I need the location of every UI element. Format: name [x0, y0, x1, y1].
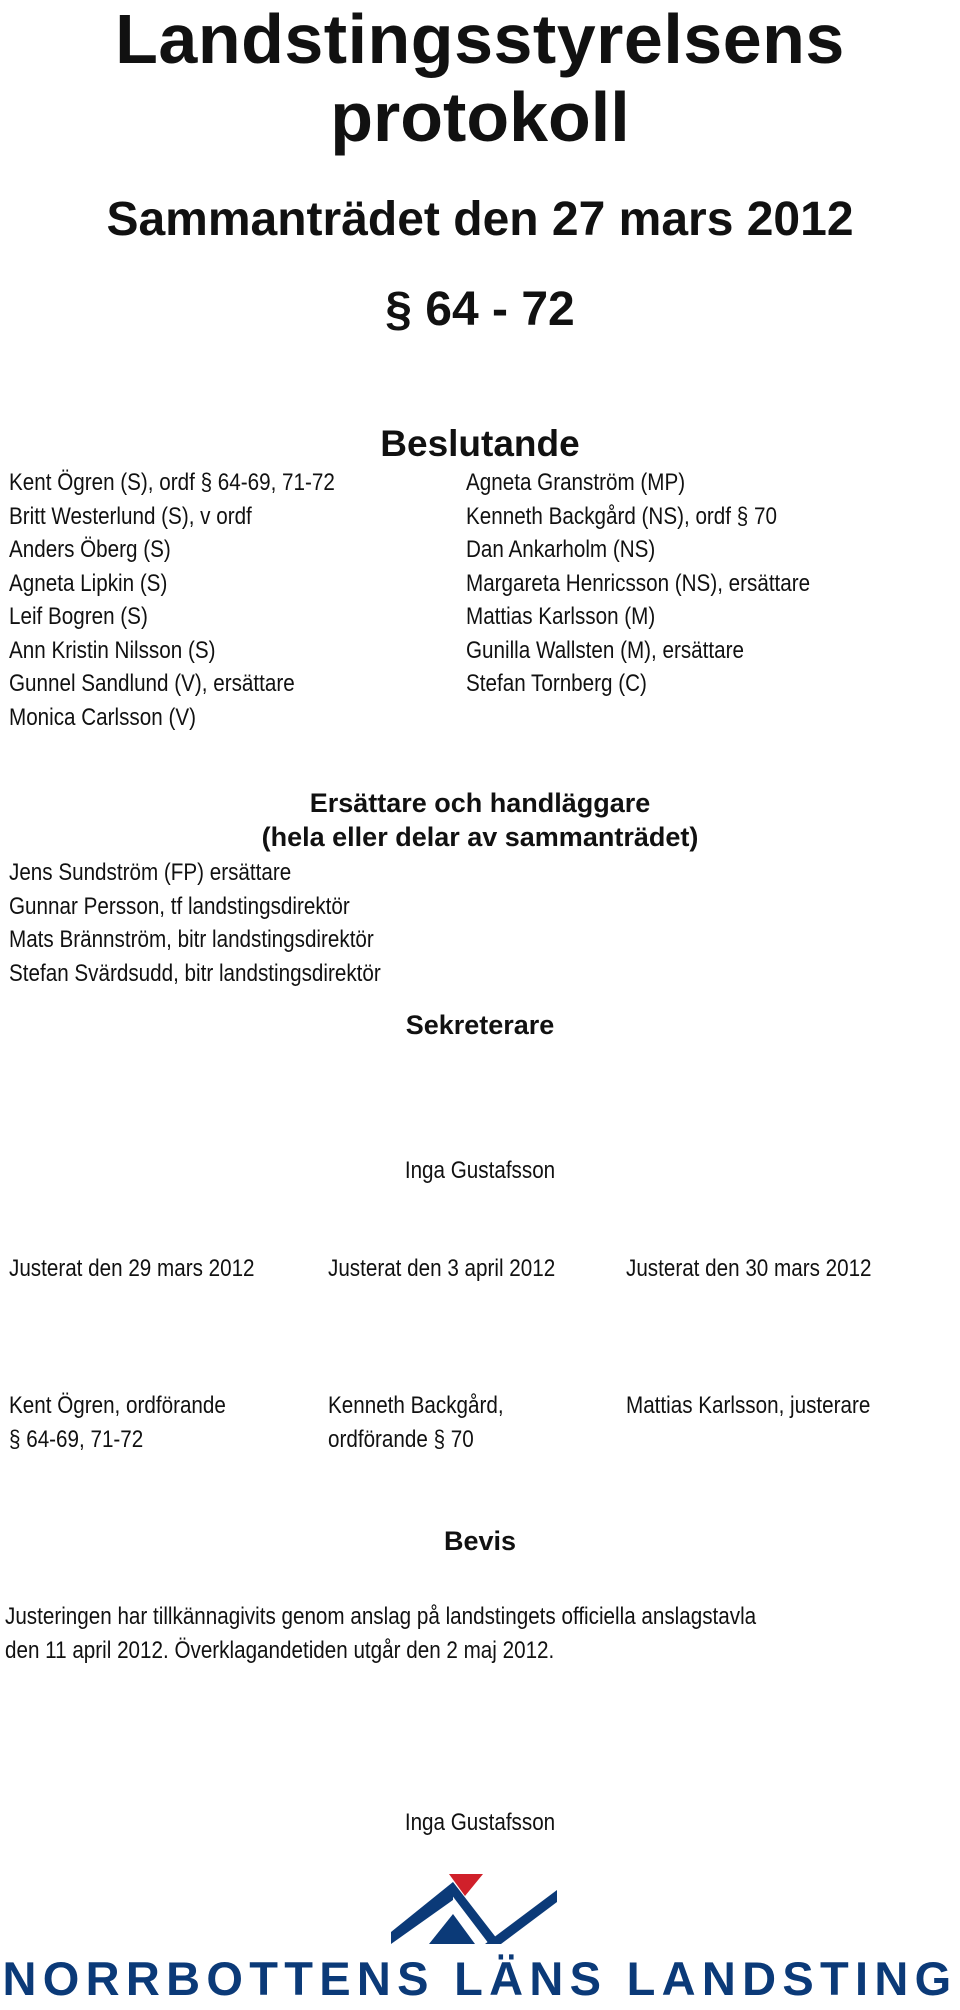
paragraph-range: § 64 - 72 [385, 283, 575, 336]
justerare-name: Kent Ögren, ordförande [9, 1392, 226, 1419]
list-item: Stefan Tornberg (C) [466, 670, 647, 697]
list-item: Ann Kristin Nilsson (S) [9, 636, 216, 664]
bevis-signature: Inga Gustafsson [404, 1809, 556, 1836]
beslutande-heading: Beslutande [380, 423, 580, 464]
list-item: Stefan Svärdsudd, bitr landstingsdirektör [9, 959, 381, 987]
bevis-line: Justeringen har tillkännagivits genom anslag på landstingets officiella anslagstavla [5, 1603, 757, 1630]
bevis-text [5, 1600, 756, 1667]
list-item: Britt Westerlund (S), v ordf [9, 502, 252, 530]
justerare-role: ordförande § 70 [328, 1425, 474, 1453]
list-item: Gunnel Sandlund (V), ersättare [9, 670, 295, 697]
bevis-heading: Bevis [443, 1526, 517, 1556]
norrbotten-logo-icon [389, 1874, 559, 1946]
bevis-line: den 11 april 2012. Överklagandetiden utgår den 2 maj 2012. [5, 1636, 555, 1664]
justerat-date-1: Justerat den 29 mars 2012 [9, 1255, 255, 1282]
document-title-line1: Landstingsstyrelsens [115, 0, 845, 78]
list-item: Mats Brännström, bitr landstingsdirektör [9, 926, 374, 953]
ersattare-heading [0, 786, 960, 854]
ersattare-list [9, 856, 381, 990]
list-item: Anders Öberg (S) [9, 536, 171, 563]
ersattare-heading-line1: Ersättare och handläggare [309, 788, 651, 818]
list-item: Jens Sundström (FP) ersättare [9, 859, 292, 886]
list-item: Monica Carlsson (V) [9, 703, 196, 731]
list-item: Gunnar Persson, tf landstingsdirektör [9, 892, 350, 920]
justerare-3 [626, 1389, 870, 1423]
meeting-date: Sammanträdet den 27 mars 2012 [106, 193, 854, 246]
list-item: Margareta Henricsson (NS), ersättare [466, 569, 811, 597]
justerat-date-3: Justerat den 30 mars 2012 [626, 1255, 872, 1282]
list-item: Mattias Karlsson (M) [466, 603, 656, 630]
brand-name: NORRBOTTENS LÄNS LANDSTING [2, 1952, 958, 2005]
list-item: Agneta Lipkin (S) [9, 569, 168, 597]
justerare-name: Mattias Karlsson, justerare [626, 1392, 871, 1419]
justerare-role: § 64-69, 71-72 [9, 1425, 144, 1453]
list-item: Kenneth Backgård (NS), ordf § 70 [466, 502, 777, 530]
sekreterare-heading: Sekreterare [405, 1010, 555, 1040]
justerare-2 [328, 1389, 504, 1456]
list-item: Gunilla Wallsten (M), ersättare [466, 636, 744, 664]
list-item: Leif Bogren (S) [9, 603, 148, 630]
ersattare-heading-line2: (hela eller delar av sammanträdet) [261, 822, 699, 852]
logo-blue-mountain-right [485, 1890, 557, 1944]
list-item: Agneta Granström (MP) [466, 469, 686, 496]
justerat-date-2: Justerat den 3 april 2012 [328, 1255, 556, 1282]
list-item: Kent Ögren (S), ordf § 64-69, 71-72 [9, 469, 335, 496]
document-title-line2: protokoll [330, 78, 630, 156]
list-item: Dan Ankarholm (NS) [466, 536, 656, 563]
justerare-1 [9, 1389, 226, 1456]
beslutande-left-column [9, 466, 335, 734]
justerare-name: Kenneth Backgård, [328, 1392, 504, 1419]
beslutande-right-column [466, 466, 810, 701]
sekreterare-name: Inga Gustafsson [404, 1157, 556, 1184]
